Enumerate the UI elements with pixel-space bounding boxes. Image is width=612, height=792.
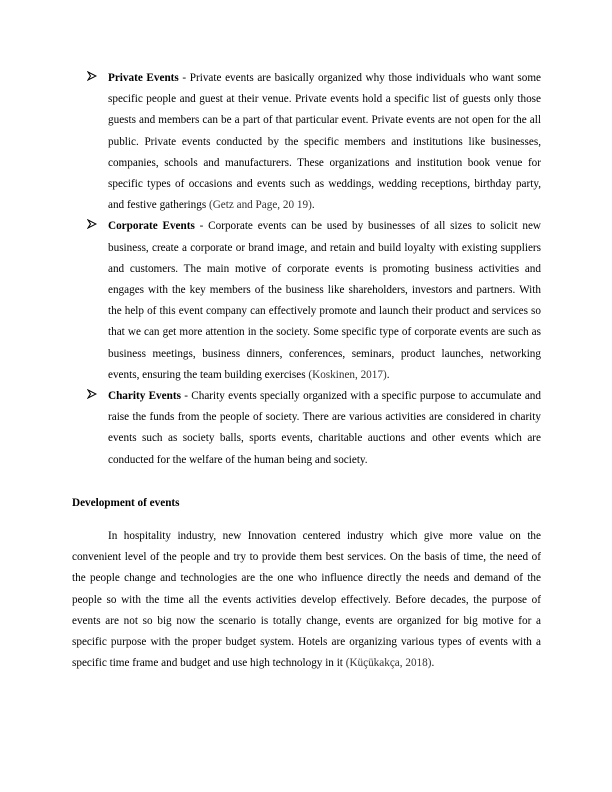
section-body-text: In hospitality industry, new Innovation centered industry which give more value on the convenient level of the people and try to provide them best services. On the basis of time, the need of the people change and technologies are the one who influence directly the needs and demand of the people so with the time all the events activities develop effectively. Before decades, the purpose of events are not so big now the scenario is totally change, events are organized for big motive for a specific purpose with the proper budget system. Hotels are organizing various types of events with a specific time frame and budget and use high technology in it <box>72 530 541 670</box>
arrow-bullet-icon <box>87 389 97 399</box>
section-heading: Development of events <box>72 497 180 509</box>
sentence-end: . <box>386 368 390 381</box>
sentence-end: . <box>431 657 435 670</box>
list-item-private-events <box>87 68 541 216</box>
list-item-paragraph <box>108 386 541 471</box>
list-item-separator: - <box>194 220 209 233</box>
sentence-end: . <box>311 199 315 212</box>
citation: (Küçükakça, 2018) <box>345 657 432 670</box>
list-item-text: Charity events specially organized with a specific purpose to accumulate and raise the funds from the people of society. There are various activities are considered in charity events such as society balls, sports events, charitable auctions and other events which are conducted for the welfare of the human being and society. <box>108 390 541 466</box>
list-item-paragraph <box>108 68 541 216</box>
list-item-separator: - <box>180 390 192 403</box>
citation: (Getz and Page, 20 19) <box>208 199 312 212</box>
list-item-separator: - <box>178 72 190 84</box>
list-item-corporate-events <box>87 216 541 386</box>
list-item-text: Private events are basically organized why those individuals who want some specific people and guest at their venue. Private events hold a specific list of guests only those guests and members can be a part of that particular event. Private events are not open for the all public. Private events conducted by the specific members and institutions like businesses, companies, schools and manufacturers. These organizations and institution book venue for specific types of occasions and events such as weddings, wedding receptions, birthday party, and festive gatherings <box>108 72 541 212</box>
citation: (Koskinen, 2017) <box>308 368 387 381</box>
section-body-paragraph <box>72 526 541 674</box>
list-item-title: Charity Events <box>108 390 181 403</box>
list-item-paragraph <box>108 216 541 386</box>
list-item-text: Corporate events can be used by businesses of all sizes to solicit new business, create a corporate or brand image, and retain and build loyalty with existing suppliers and customers. The main motive of corporate events is promoting business activities and engages with the key members of the business like shareholders, investors and partners. With the help of this event company can effectively promote and launch their product and services so that we can get more attention in the society. Some specific type of corporate events are such as business meetings, business dinners, conferences, seminars, product launches, networking events, ensuring the team building exercises <box>108 220 541 381</box>
list-item-title: Private Events <box>108 72 179 84</box>
list-item-title: Corporate Events <box>108 220 195 233</box>
list-item-charity-events <box>87 386 541 471</box>
arrow-bullet-icon <box>87 219 97 229</box>
arrow-bullet-icon <box>87 71 97 81</box>
event-types-list <box>87 68 541 471</box>
